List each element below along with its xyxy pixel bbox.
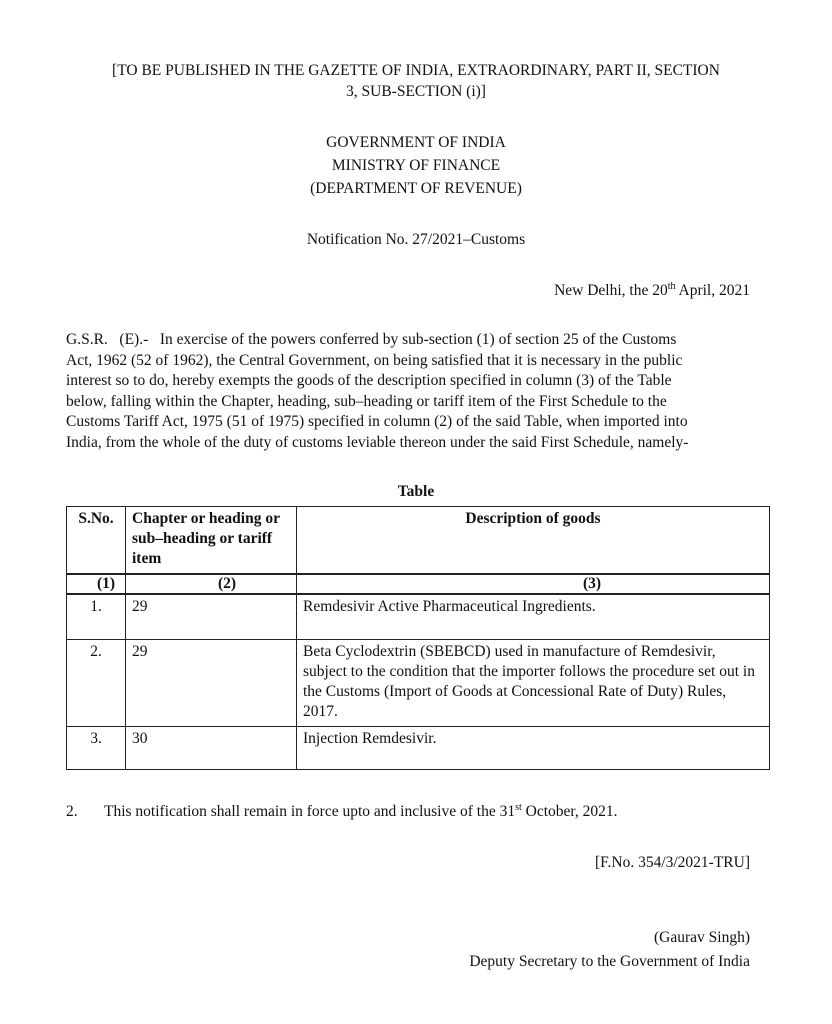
row-description: Remdesivir Active Pharmaceutical Ingredients. [297,594,770,640]
header-chapter: Chapter or heading or sub–heading or tariff item [126,507,297,575]
place-date [554,281,750,301]
table-header-row [67,507,770,575]
table-row [67,640,770,727]
note-prefix: This notification shall remain in force upto and inclusive of the 31 [104,803,516,820]
table-row [67,727,770,770]
note-suffix: October, 2021. [521,803,618,820]
body-line: Act, 1962 (52 of 1962), the Central Government, on being satisfied that it is necessary in the public [66,351,683,369]
row-sno: 2. [67,640,126,727]
row-chapter: 29 [126,594,297,640]
table-title: Table [397,483,435,500]
row-description: Beta Cyclodextrin (SBEBCD) used in manufacture of Remdesivir, subject to the condition that the importer follows the procedure set out in the Customs (Import of Goods at Concessional Rate of Duty) Rules, 2017. [297,640,770,727]
gazette-line-1: [TO BE PUBLISHED IN THE GAZETTE OF INDIA, EXTRAORDINARY, PART II, SECTION [112,62,720,79]
place-date-suffix: April, 2021 [675,282,750,299]
table-row [67,594,770,640]
body-paragraph [66,330,749,453]
exemption-table [66,506,770,770]
issuing-authority [40,131,792,200]
col-number-3: (3) [297,574,770,594]
gazette-line-2: 3, SUB-SECTION (i)] [346,83,486,100]
file-number: [F.No. 354/3/2021-TRU] [594,854,750,871]
header-line-2: MINISTRY OF FINANCE [331,157,501,174]
row-sno: 1. [67,594,126,640]
notification-number: Notification No. 27/2021–Customs [306,231,526,248]
header-line-3: (DEPARTMENT OF REVENUE) [310,180,522,197]
note-sup: st [515,801,522,813]
row-chapter: 29 [126,640,297,727]
row-description: Injection Remdesivir. [297,727,770,770]
body-line: G.S.R. (E).- In exercise of the powers conferred by sub-section (1) of section 25 of the Customs [66,331,677,348]
body-line: India, from the whole of the duty of customs leviable thereon under the said First Schedule, namely- [66,433,689,451]
col-number-1: (1) [67,574,126,594]
place-date-prefix: New Delhi, the 20 [554,282,668,299]
place-date-sup: th [667,280,676,292]
body-line: below, falling within the Chapter, heading, sub–heading or tariff item of the First Schedule to the [66,392,667,410]
signatory-name: (Gaurav Singh) [654,929,750,946]
signatory-designation: Deputy Secretary to the Government of India [469,953,750,970]
body-line: interest so to do, hereby exempts the goods of the description specified in column (3) of the Table [66,372,672,389]
header-sno: S.No. [67,507,126,575]
header-description: Description of goods [297,507,770,575]
column-number-row [67,574,770,594]
validity-note [66,802,618,822]
gazette-heading [40,60,792,102]
col-number-2: (2) [126,574,297,594]
note-number: 2. [66,803,78,820]
body-line: Customs Tariff Act, 1975 (51 of 1975) specified in column (2) of the said Table, when imported into [66,413,688,430]
header-line-1: GOVERNMENT OF INDIA [326,134,506,151]
row-chapter: 30 [126,727,297,770]
row-sno: 3. [67,727,126,770]
